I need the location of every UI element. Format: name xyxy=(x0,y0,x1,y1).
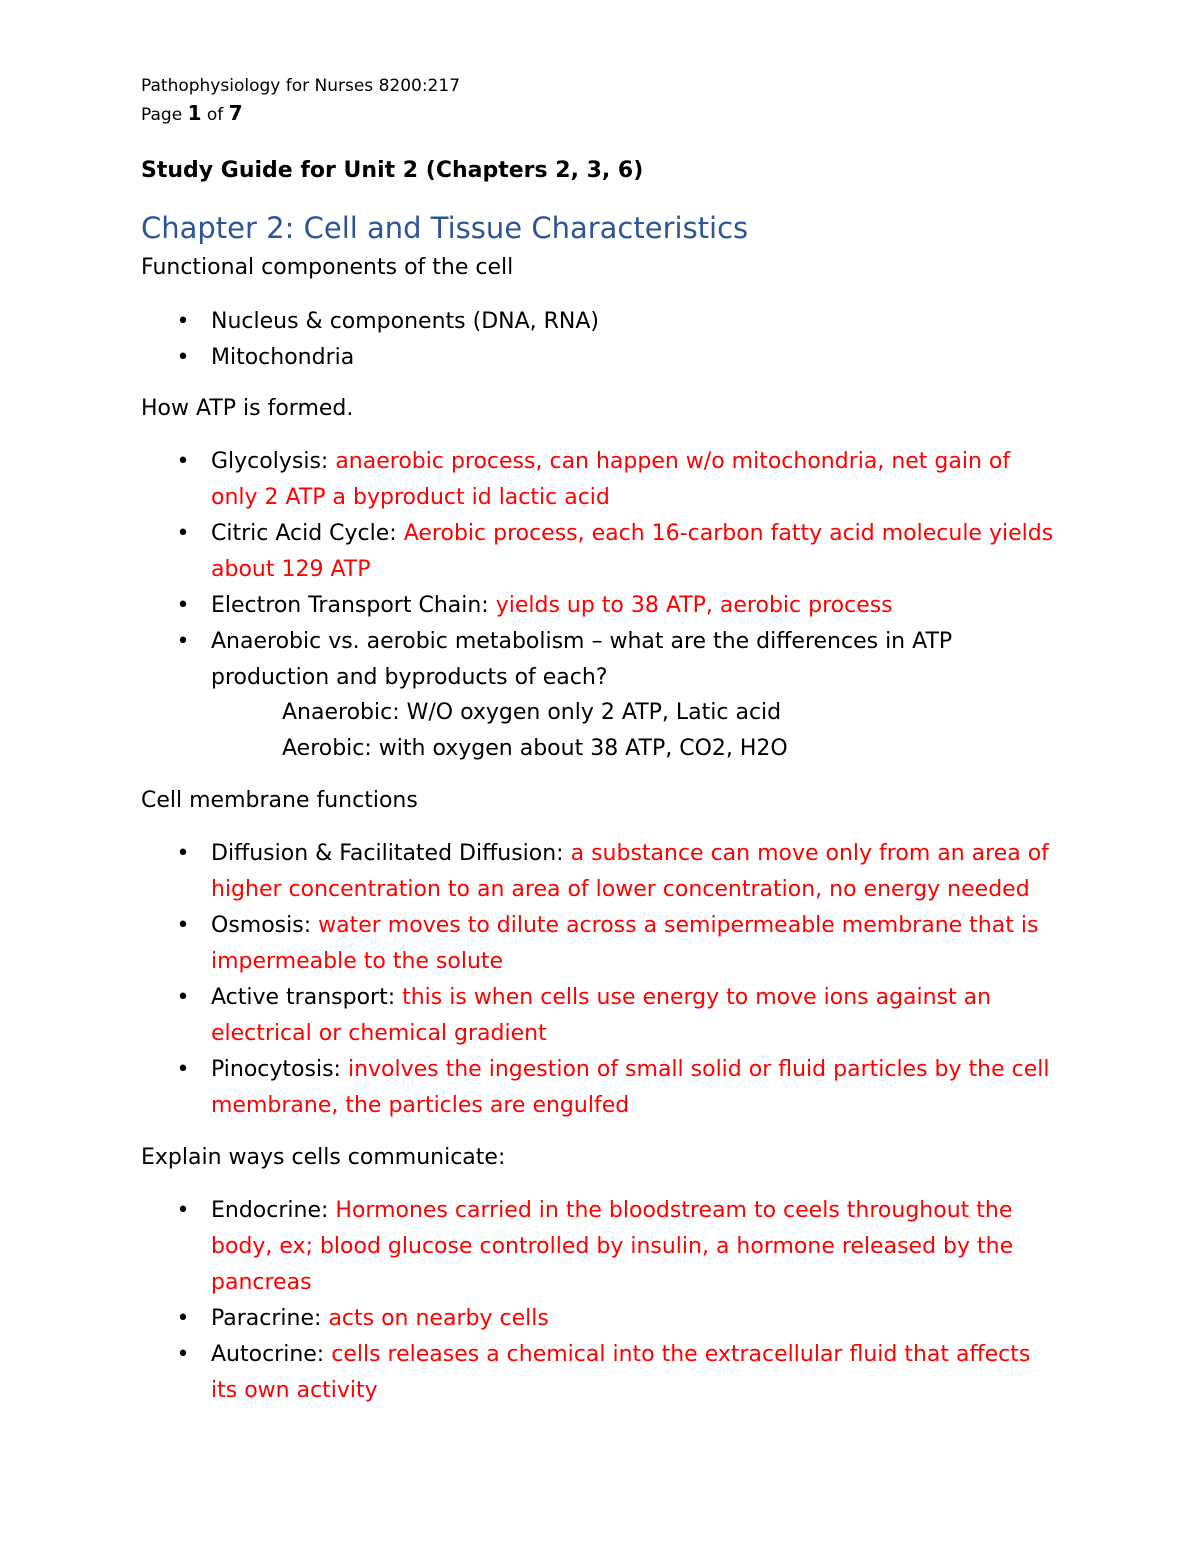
bullet-icon: • xyxy=(176,1306,190,1331)
page-word: Page xyxy=(141,105,183,125)
list-item xyxy=(173,444,1063,516)
list-item xyxy=(173,516,1063,588)
list-item: • Nucleus & components (DNA, RNA) xyxy=(173,304,1063,340)
item-answer: yields up to 38 ATP, aerobic process xyxy=(495,593,893,618)
page-indicator xyxy=(141,101,243,125)
item-term: Anaerobic vs. aerobic metabolism – what are the differences in ATP production and byproducts of each? xyxy=(211,629,953,690)
bullet-icon: • xyxy=(176,985,190,1010)
list-item: • Mitochondria xyxy=(173,340,1063,376)
page-number: 1 xyxy=(187,101,202,125)
bullet-icon: • xyxy=(176,1057,190,1082)
list-item xyxy=(173,624,1063,696)
item-answer: Aerobic process, each 16-carbon fatty acid molecule yields about 129 ATP xyxy=(211,521,1054,582)
bullet-icon: • xyxy=(176,593,190,618)
bullet-icon: • xyxy=(176,1342,190,1367)
page-total: 7 xyxy=(228,101,243,125)
bullet-icon: • xyxy=(176,345,190,370)
list-item xyxy=(173,1052,1063,1124)
section-heading-atp: How ATP is formed. xyxy=(141,396,354,421)
item-term: Citric Acid Cycle: xyxy=(211,521,404,546)
item-term: Paracrine: xyxy=(211,1306,329,1331)
item-term: Electron Transport Chain: xyxy=(211,593,496,618)
item-term: Pinocytosis: xyxy=(211,1057,348,1082)
list-item xyxy=(173,1301,1063,1337)
list-item xyxy=(173,980,1063,1052)
item-answer: water moves to dilute across a semipermeable membrane that is impermeable to the solute xyxy=(211,913,1039,974)
course-header: Pathophysiology for Nurses 8200:217 xyxy=(141,76,461,96)
functional-list xyxy=(173,304,1063,376)
of-word: of xyxy=(206,105,224,125)
bullet-icon: • xyxy=(176,841,190,866)
item-answer: involves the ingestion of small solid or fluid particles by the cell membrane, the particles are engulfed xyxy=(211,1057,1050,1118)
list-item xyxy=(173,908,1063,980)
list-item xyxy=(173,1337,1063,1409)
section-heading-communicate: Explain ways cells communicate: xyxy=(141,1145,506,1170)
section-heading-membrane: Cell membrane functions xyxy=(141,788,418,813)
bullet-icon: • xyxy=(176,629,190,654)
list-item xyxy=(173,1193,1063,1301)
item-term: Diffusion & Facilitated Diffusion: xyxy=(211,841,571,866)
item-answer: a substance can move only from an area of higher concentration to an area of lower concentration, no energy needed xyxy=(211,841,1049,902)
bullet-icon: • xyxy=(176,309,190,334)
item-answer: acts on nearby cells xyxy=(328,1306,549,1331)
item-term: Active transport: xyxy=(211,985,403,1010)
anaerobic-note: Anaerobic: W/O oxygen only 2 ATP, Latic acid xyxy=(282,700,782,725)
aerobic-note: Aerobic: with oxygen about 38 ATP, CO2, H2O xyxy=(282,736,788,761)
item-term: Osmosis: xyxy=(211,913,319,938)
item-term: Endocrine: xyxy=(211,1198,336,1223)
section-heading-functional: Functional components of the cell xyxy=(141,255,514,280)
membrane-list xyxy=(173,836,1063,1124)
study-guide-title: Study Guide for Unit 2 (Chapters 2, 3, 6) xyxy=(141,158,644,183)
bullet-icon: • xyxy=(176,1198,190,1223)
item-term: Glycolysis: xyxy=(211,449,336,474)
bullet-icon: • xyxy=(176,449,190,474)
item-answer: anaerobic process, can happen w/o mitochondria, net gain of only 2 ATP a byproduct id lactic acid xyxy=(211,449,1011,510)
bullet-icon: • xyxy=(176,913,190,938)
atp-list xyxy=(173,444,1063,696)
list-item xyxy=(173,588,1063,624)
chapter-heading: Chapter 2: Cell and Tissue Characteristics xyxy=(141,211,749,245)
item-answer: Hormones carried in the bloodstream to ceels throughout the body, ex; blood glucose controlled by insulin, a hormone released by the pancreas xyxy=(211,1198,1014,1295)
bullet-icon: • xyxy=(176,521,190,546)
item-answer: cells releases a chemical into the extracellular fluid that affects its own activity xyxy=(211,1342,1031,1403)
item-answer: this is when cells use energy to move ions against an electrical or chemical gradient xyxy=(211,985,992,1046)
list-item xyxy=(173,836,1063,908)
item-term: Autocrine: xyxy=(211,1342,332,1367)
communicate-list xyxy=(173,1193,1063,1409)
